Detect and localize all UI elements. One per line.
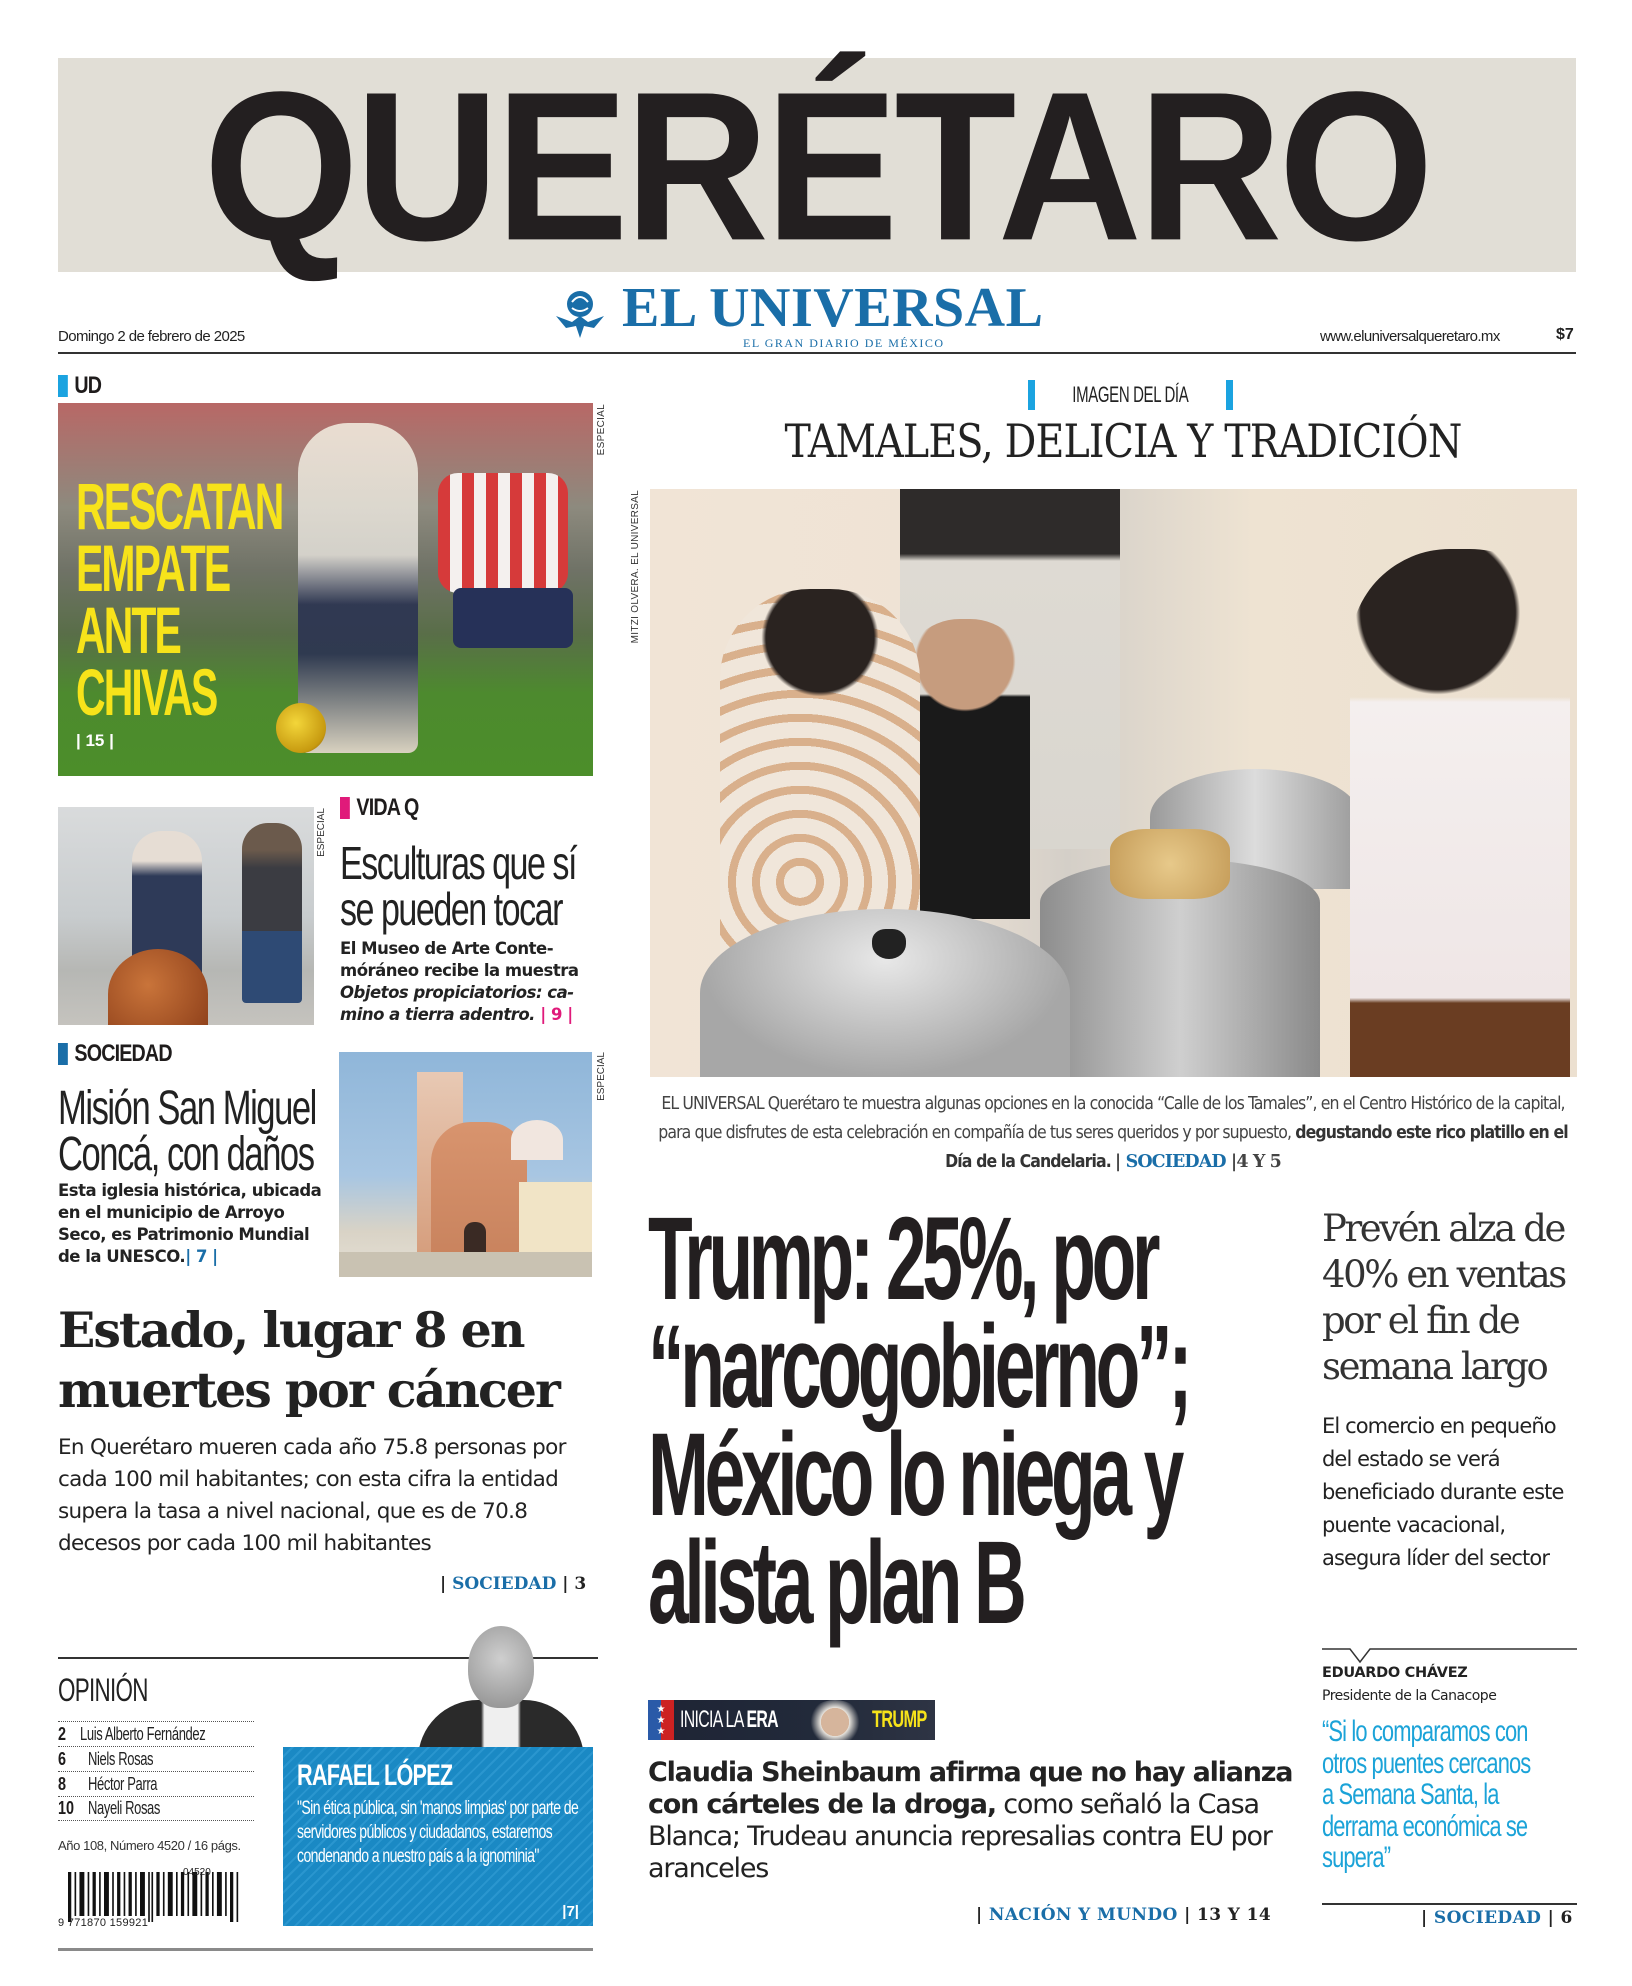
barcode-addon-number: 04520 <box>183 1867 211 1878</box>
page-reference[interactable]: | 15 | <box>76 731 114 750</box>
section-link[interactable]: SOCIEDAD <box>452 1574 557 1594</box>
section-reference[interactable]: | SOCIEDAD | 3 <box>440 1574 587 1594</box>
columnist-name: Nayeli Rosas <box>88 1798 161 1818</box>
section-marker-icon <box>58 375 68 397</box>
issue-info: Año 108, Número 4520 / 16 págs. <box>58 1838 241 1853</box>
summary-bold-text: Claudia Sheinbaum afirma que no hay alianza con cárteles de la droga, <box>648 1757 1293 1820</box>
section-tag-label: UD <box>74 372 102 399</box>
barcode-icon <box>68 1872 248 1922</box>
cancer-headline[interactable]: Estado, lugar 8 en muertes por cáncer <box>58 1301 559 1419</box>
columnist-page: 2 <box>58 1723 67 1744</box>
featured-columnist-name: RAFAEL LÓPEZ <box>297 1759 453 1792</box>
section-reference[interactable]: | NACIÓN Y MUNDO | 13 Y 14 <box>976 1905 1272 1925</box>
portrait-head <box>468 1626 534 1708</box>
mision-summary <box>58 1180 328 1268</box>
vida-q-photo[interactable] <box>58 807 314 1025</box>
page-reference[interactable]: | 7 | <box>185 1247 218 1266</box>
headline-line: EMPATE <box>76 531 230 605</box>
ud-headline[interactable] <box>76 469 283 729</box>
church-dome <box>511 1120 563 1160</box>
columnist-item[interactable] <box>58 1721 254 1746</box>
section-link[interactable]: SOCIEDAD <box>1433 1908 1542 1928</box>
mision-headline[interactable]: Misión San Miguel Concá, con daños <box>58 1082 316 1181</box>
vida-q-headline[interactable]: Esculturas que sí se pueden tocar <box>340 837 576 935</box>
page-number: 3 <box>574 1574 587 1594</box>
summary-text: Esta iglesia histórica, ubicada en el municipio de Arroyo Seco, es Patrimonio Mundial de la UNESCO. <box>58 1181 322 1266</box>
source-quote: “Si lo comparamos con otros puentes cercanos a Semana Santa, la derrama económica se supera” <box>1322 1715 1531 1874</box>
issue-date: Domingo 2 de febrero de 2025 <box>58 328 245 345</box>
image-of-day-headline[interactable]: TAMALES, DELICIA Y TRADICIÓN <box>784 414 1462 468</box>
preven-headline[interactable]: Prevén alza de 40% en ventas por el fin de semana largo <box>1322 1207 1565 1388</box>
page-number: 4 Y 5 <box>1236 1152 1281 1172</box>
website-link[interactable]: www.eluniversalqueretaro.mx <box>1320 328 1500 345</box>
stars-flag-icon: ★ ★ ★ <box>648 1700 674 1740</box>
opinion-columnist-list <box>58 1721 254 1821</box>
page-number: 13 Y 14 <box>1197 1905 1272 1925</box>
columnist-page: 10 <box>58 1798 75 1818</box>
masthead-title: QUERÉTARO <box>203 48 1431 286</box>
summary-text: como señaló la Casa Blanca; Trudeau anuncia represalias contra EU por aranceles <box>648 1789 1272 1884</box>
caption-text: EL UNIVERSAL Querétaro te muestra algunas opciones en la conocida “Calle de los Tamales”, en el Centro Histórico de la capital, para que disfrutes de esta celebración en compañía de tus seres queridos y por supuesto, <box>658 1094 1565 1143</box>
page-reference[interactable]: |7| <box>562 1903 579 1920</box>
tag-bar-icon <box>1028 380 1035 410</box>
cancer-summary: En Querétaro mueren cada año 75.8 personas por cada 100 mil habitantes; con esta cifra la entidad supera la tasa a nivel nacional, que es de 70.8 decesos por cada 100 mil habitantes <box>58 1435 566 1556</box>
ud-story-photo[interactable] <box>58 403 593 776</box>
columnist-page: 8 <box>58 1773 67 1794</box>
banner-prefix: INICIA LA <box>680 1706 747 1733</box>
bottom-divider <box>58 1948 593 1951</box>
headline-line: CHIVAS <box>76 655 217 729</box>
tamales <box>1110 829 1230 899</box>
banner-bold: ERA <box>746 1706 778 1733</box>
header-divider <box>58 352 1576 354</box>
section-link[interactable]: SOCIEDAD <box>1125 1152 1226 1172</box>
section-reference[interactable]: | SOCIEDAD | 6 <box>1421 1908 1573 1928</box>
person-figure <box>242 823 302 1003</box>
person-figure <box>1350 549 1570 1077</box>
section-tag-ud[interactable] <box>58 372 101 400</box>
summary-text: El Museo de Arte Contemóráneo recibe la muestra <box>340 939 579 980</box>
section-marker-icon <box>340 797 350 819</box>
soccer-ball-icon <box>276 703 326 753</box>
player-figure <box>298 423 418 753</box>
featured-column-box[interactable] <box>283 1747 593 1926</box>
quote-pointer-divider <box>1322 1648 1577 1664</box>
columnist-name: Luis Alberto Fernández <box>79 1723 206 1744</box>
image-of-day-caption: EL UNIVERSAL Querétaro te muestra algunas opciones en la conocida “Calle de los Tamales”, en el Centro Histórico de la capital, para que disfrutes de esta celebración en compañía de tus seres queridos y por supuesto, degustando este rico platillo en el Día de la Candelaria. | SOCIEDAD |4 Y 5 <box>658 1094 1568 1172</box>
columnist-name: Niels Rosas <box>88 1748 154 1769</box>
columnist-item[interactable] <box>58 1771 254 1796</box>
portrait-icon <box>808 1700 862 1740</box>
columnist-item[interactable] <box>58 1746 254 1771</box>
shorts <box>453 588 573 648</box>
jersey-stripes <box>438 473 568 593</box>
masthead-banner <box>58 48 1576 286</box>
tag-label: IMAGEN DEL DÍA <box>1072 382 1189 407</box>
lead-summary <box>648 1757 1308 1885</box>
section-tag-label: SOCIEDAD <box>74 1040 172 1067</box>
photo-credit: ESPECIAL <box>316 808 327 857</box>
brand-tagline: EL GRAN DIARIO DE MÉXICO <box>743 336 945 350</box>
banner-text <box>680 1706 778 1734</box>
tamales-photo[interactable] <box>650 489 1577 1077</box>
headline-line: ANTE <box>76 593 180 667</box>
photo-credit: MITZI OLVERA. EL UNIVERSAL <box>630 490 641 644</box>
exhibit-title: Objetos propiciatorios: camino a tierra adentro. <box>340 983 575 1024</box>
quote-divider <box>1322 1903 1577 1905</box>
page-number: 6 <box>1560 1908 1573 1928</box>
eagle-globe-icon <box>550 282 610 342</box>
image-of-day-tag <box>1028 380 1233 410</box>
brand-logo-block[interactable] <box>550 277 1090 350</box>
ground <box>339 1252 592 1277</box>
headline-line: RESCATAN <box>76 469 283 543</box>
era-trump-banner[interactable] <box>648 1700 935 1740</box>
caption-bold-text: degustando este rico platillo en el Día de la Candelaria. <box>945 1123 1568 1172</box>
columnist-page: 6 <box>58 1748 67 1769</box>
section-tag-label: VIDA Q <box>356 794 419 821</box>
columnist-name: Héctor Parra <box>88 1773 158 1794</box>
source-name: EDUARDO CHÁVEZ <box>1322 1665 1468 1681</box>
columnist-portrait <box>418 1620 584 1747</box>
church-photo[interactable] <box>339 1052 592 1277</box>
vida-q-summary <box>340 938 602 1026</box>
featured-column-quote: "Sin ética pública, sin 'manos limpias' por parte de servidores públicos y ciudadanos, estaremos condenando a nuestro país a la ignominia" <box>297 1798 579 1867</box>
brand-name: EL UNIVERSAL <box>622 277 1044 339</box>
tag-bar-icon <box>1226 380 1233 410</box>
section-tag-sociedad[interactable] <box>58 1040 172 1068</box>
section-marker-icon <box>58 1043 68 1065</box>
price: $7 <box>1556 326 1574 343</box>
source-role: Presidente de la Canacope <box>1322 1688 1497 1704</box>
opinion-heading: OPINIÓN <box>58 1672 148 1708</box>
banner-name: TRUMP <box>872 1706 927 1733</box>
photo-credit: ESPECIAL <box>596 404 607 456</box>
preven-summary: El comercio en pequeño del estado se verá beneficiado durante este puente vacacional, asegura líder del sector <box>1322 1414 1564 1570</box>
section-tag-vida-q[interactable] <box>340 794 419 822</box>
barcode-number: 9 771870 159921 <box>58 1917 149 1929</box>
columnist-item[interactable] <box>58 1796 254 1821</box>
lead-headline[interactable]: Trump: 25%, por “narcogobierno”; México lo niega y alista plan B <box>648 1193 1189 1649</box>
section-link[interactable]: NACIÓN Y MUNDO <box>988 1905 1178 1925</box>
photo-credit: ESPECIAL <box>596 1052 607 1101</box>
page-reference[interactable]: | 9 | <box>534 1005 573 1024</box>
lid-knob <box>872 929 906 959</box>
